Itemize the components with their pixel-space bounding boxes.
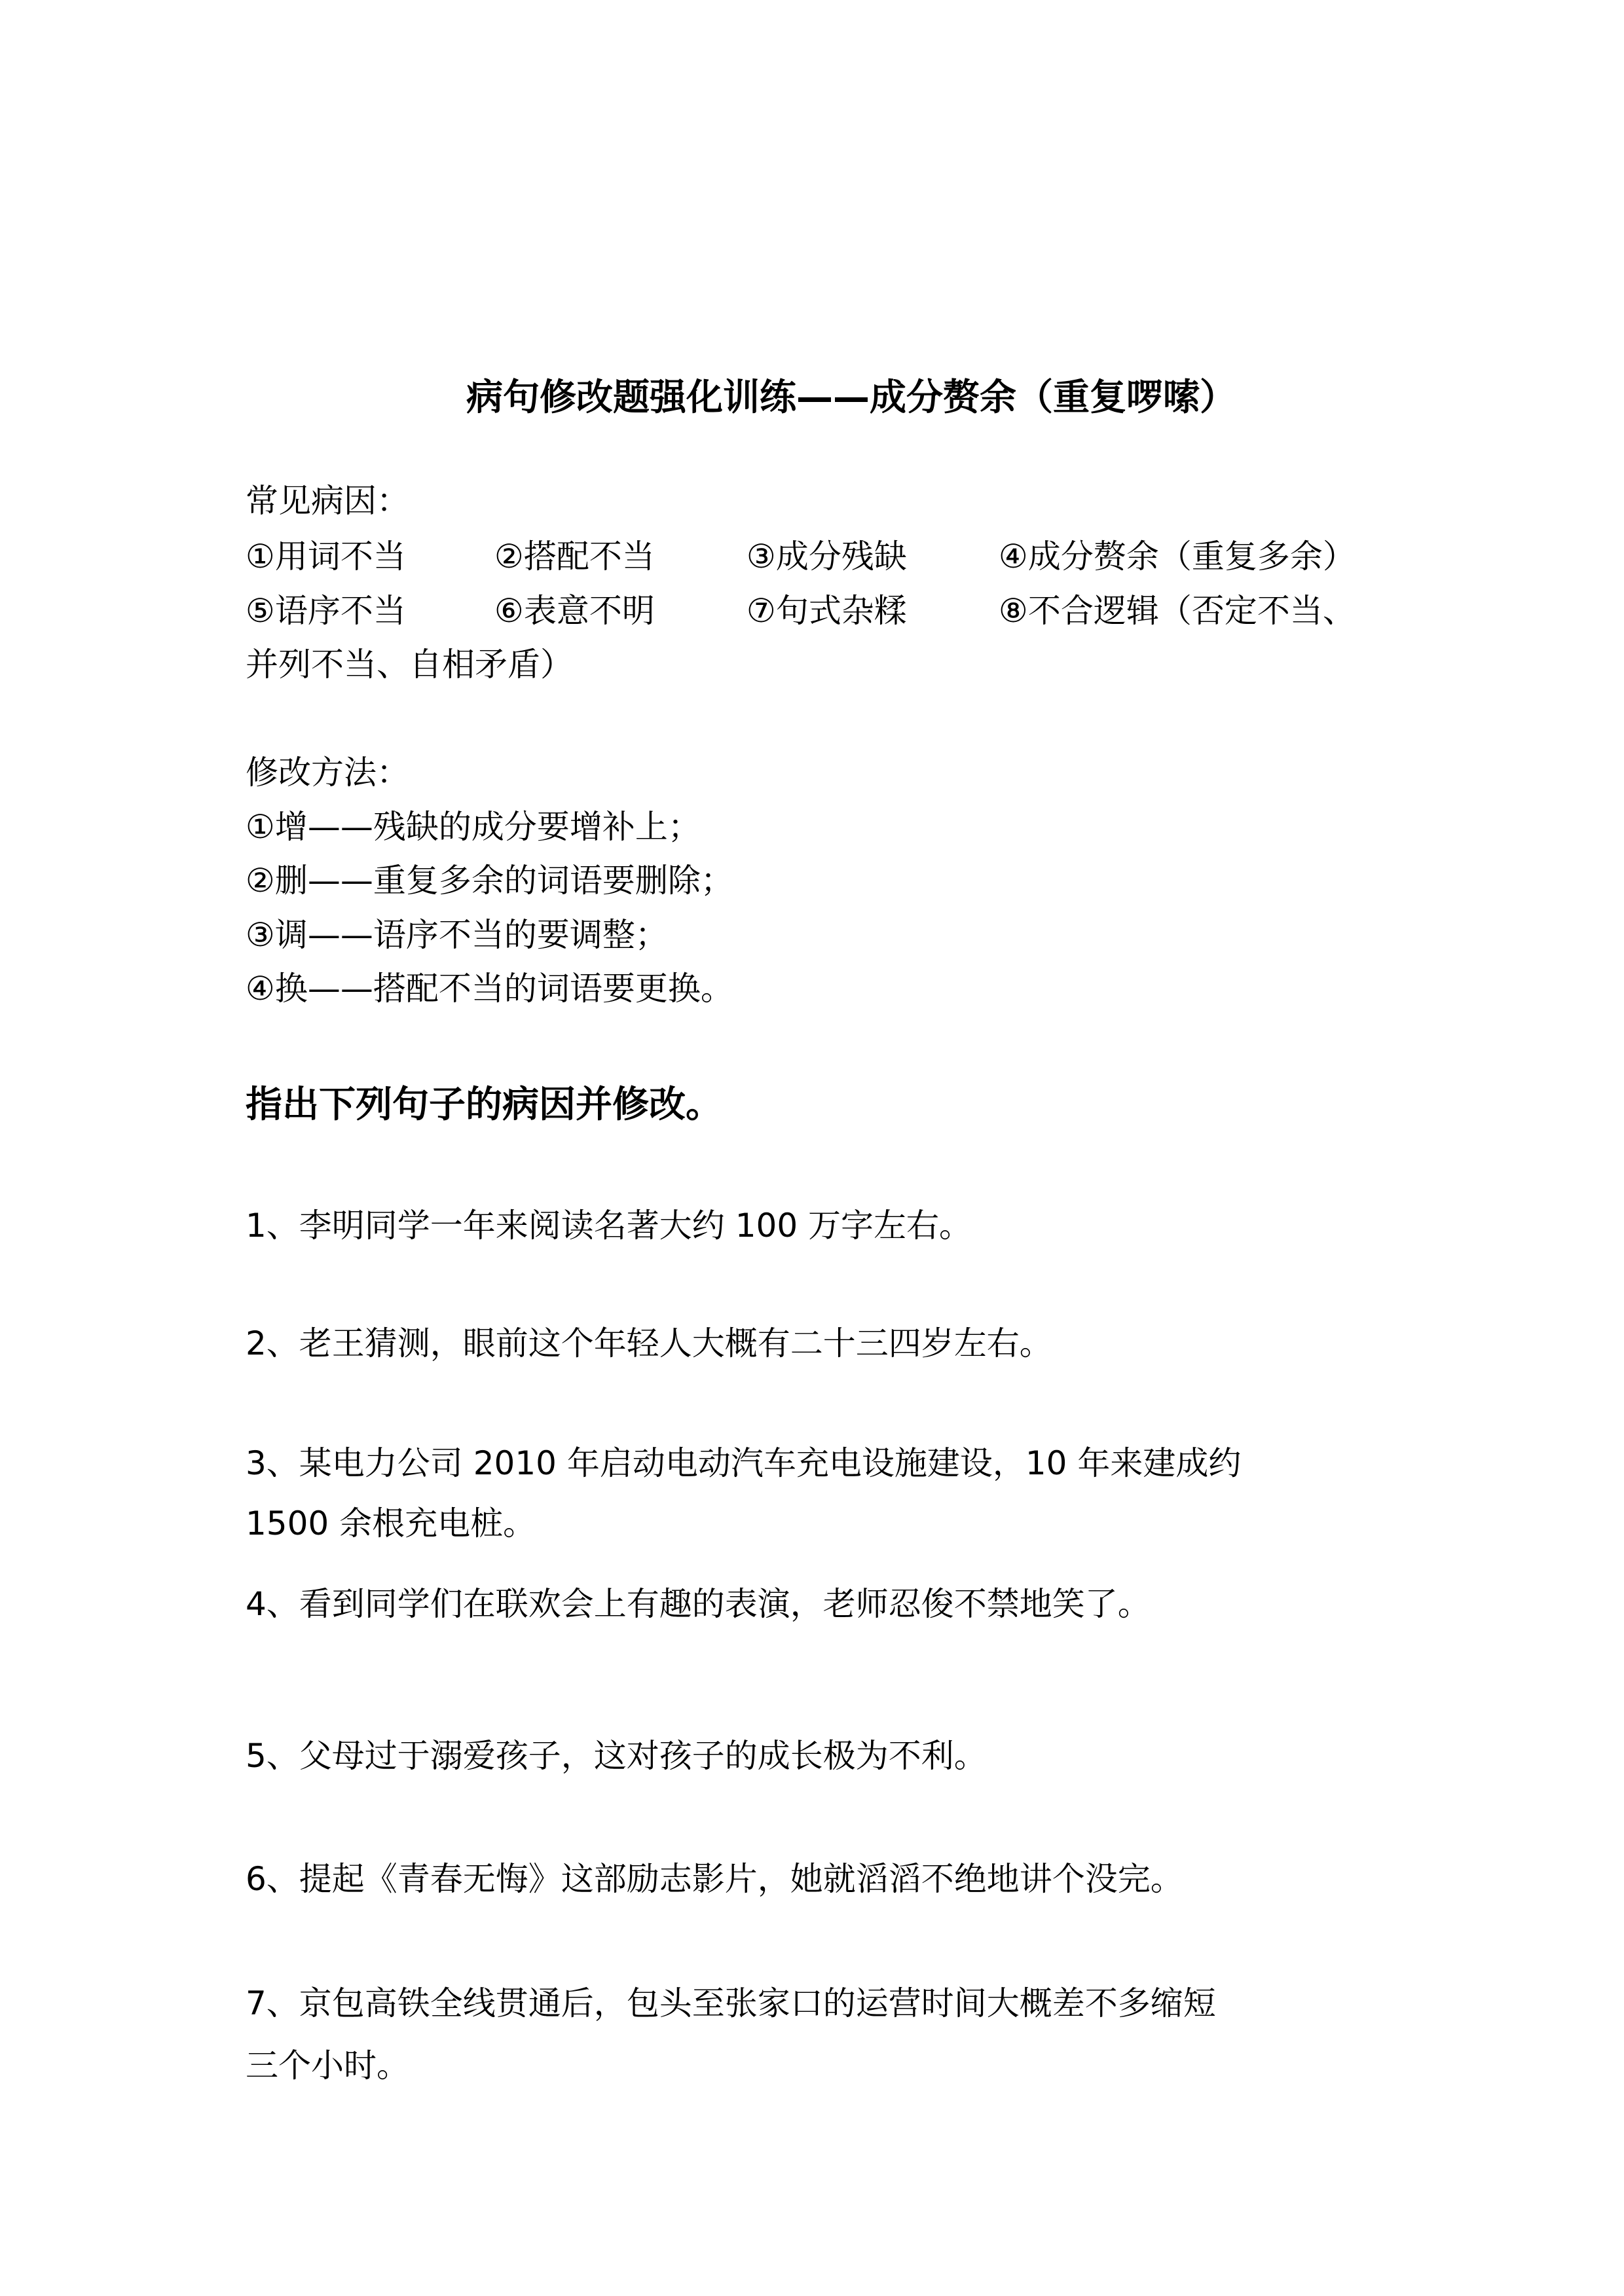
question-5: 5、父母过于溺爱孩子，这对孩子的成长极为不利。 — [246, 1737, 987, 1775]
question-1: 1、李明同学一年来阅读名著大约 100 万字左右。 — [246, 1207, 972, 1245]
cause-item: ②搭配不当 — [494, 538, 655, 575]
causes-row-3: 并列不当、自相矛盾） — [246, 646, 573, 683]
method-item: ③调——语序不当的要调整； — [246, 916, 668, 954]
cause-item: ⑧不合逻辑（否定不当、 — [999, 592, 1356, 630]
cause-item: ⑤语序不当 — [246, 592, 406, 630]
cause-item: ⑦句式杂糅 — [747, 592, 907, 630]
question-7-continued: 三个小时。 — [246, 2047, 409, 2085]
method-item: ①增——残缺的成分要增补上； — [246, 808, 701, 846]
instruction-heading: 指出下列句子的病因并修改。 — [246, 1084, 722, 1126]
cause-item: ⑥表意不明 — [494, 592, 655, 630]
cause-item: ③成分残缺 — [747, 538, 907, 575]
question-2: 2、老王猜测，眼前这个年轻人大概有二十三四岁左右。 — [246, 1324, 1052, 1362]
causes-row-1 — [246, 537, 1356, 576]
question-3-continued: 1500 余根充电桩。 — [246, 1504, 536, 1542]
method-item: ②删——重复多余的词语要删除； — [246, 862, 733, 900]
question-6: 6、提起《青春无悔》这部励志影片，她就滔滔不绝地讲个没完。 — [246, 1860, 1183, 1898]
cause-item: ①用词不当 — [246, 538, 406, 575]
causes-heading: 常见病因： — [246, 482, 409, 520]
methods-heading: 修改方法： — [246, 754, 409, 792]
cause-item: ④成分赘余（重复多余） — [999, 538, 1356, 575]
question-4: 4、看到同学们在联欢会上有趣的表演，老师忍俊不禁地笑了。 — [246, 1585, 1151, 1623]
question-7: 7、京包高铁全线贯通后，包头至张家口的运营时间大概差不多缩短 — [246, 1984, 1216, 2022]
method-item: ④换——搭配不当的词语要更换。 — [246, 970, 733, 1008]
page-title: 病句修改题强化训练——成分赘余（重复啰嗦） — [466, 376, 1236, 419]
question-3: 3、某电力公司 2010 年启动电动汽车充电设施建设，10 年来建成约 — [246, 1444, 1242, 1482]
causes-row-2 — [246, 591, 1356, 630]
